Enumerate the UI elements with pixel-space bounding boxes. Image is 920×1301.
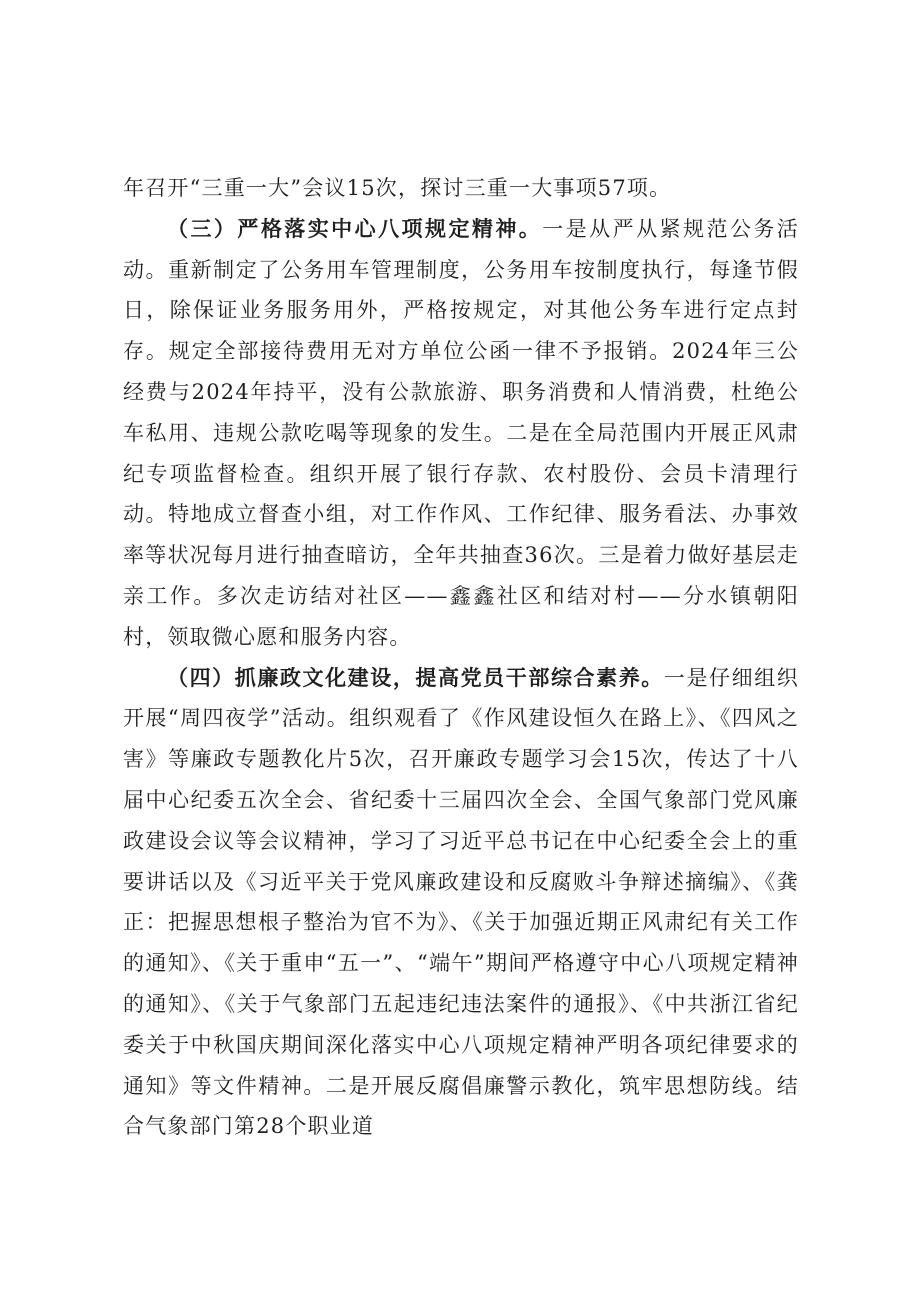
paragraph-text: 年召开“三重一大”会议15次，探讨三重一大事项57项。 (123, 176, 672, 200)
paragraph-section-4 (123, 658, 799, 1148)
paragraph-heading: （三）严格落实中心八项规定精神。 (167, 215, 543, 241)
paragraph-heading: （四）抓廉政文化建设，提高党员干部综合素养。 (167, 664, 664, 690)
paragraph-text: 一是从严从紧规范公务活动。重新制定了公务用车管理制度，公务用车按制度执行，每逢节假日，除保证业务服务用外，严格按规定，对其他公务车进行定点封存。规定全部接待费用无对方单位公函一律不予报销。2024年三公经费与2024年持平，没有公款旅游、职务消费和人情消费，杜绝公车私用、违规公款吃喝等现象的发生。二是在全局范围内开展正风肃纪专项监督检查。组织开展了银行存款、农村股份、会员卡清理行动。特地成立督查小组，对工作作风、工作纪律、服务看法、办事效率等状况每月进行抽查暗访，全年共抽查36次。三是着力做好基层走亲工作。多次走访结对社区——鑫鑫社区和结对村——分水镇朝阳村，领取微心愿和服务内容。 (123, 216, 800, 649)
paragraph-section-3 (123, 209, 799, 658)
paragraph-text: 一是仔细组织开展“周四夜学”活动。组织观看了《作风建设恒久在路上》、《四风之害》等廉政专题教化片5次，召开廉政专题学习会15次，传达了十八届中心纪委五次全会、省纪委十三届四次全会、全国气象部门党风廉政建设会议等会议精神，学习了习近平总书记在中心纪委全会上的重要讲话以及《习近平关于党风廉政建设和反腐败斗争辩述摘编》、《龚正：把握思想根子整治为官不为》、《关于加强近期正风肃纪有关工作的通知》、《关于重申“五一”、“端午”期间严格遵守中心八项规定精神的通知》、《关于气象部门五起违纪违法案件的通报》、《中共浙江省纪委关于中秋国庆期间深化落实中心八项规定精神严明各项纪律要求的通知》等文件精神。二是开展反腐倡廉警示教化，筑牢思想防线。结合气象部门第28个职业道 (123, 665, 799, 1139)
document-body (123, 168, 799, 1147)
paragraph-continuation (123, 168, 799, 209)
